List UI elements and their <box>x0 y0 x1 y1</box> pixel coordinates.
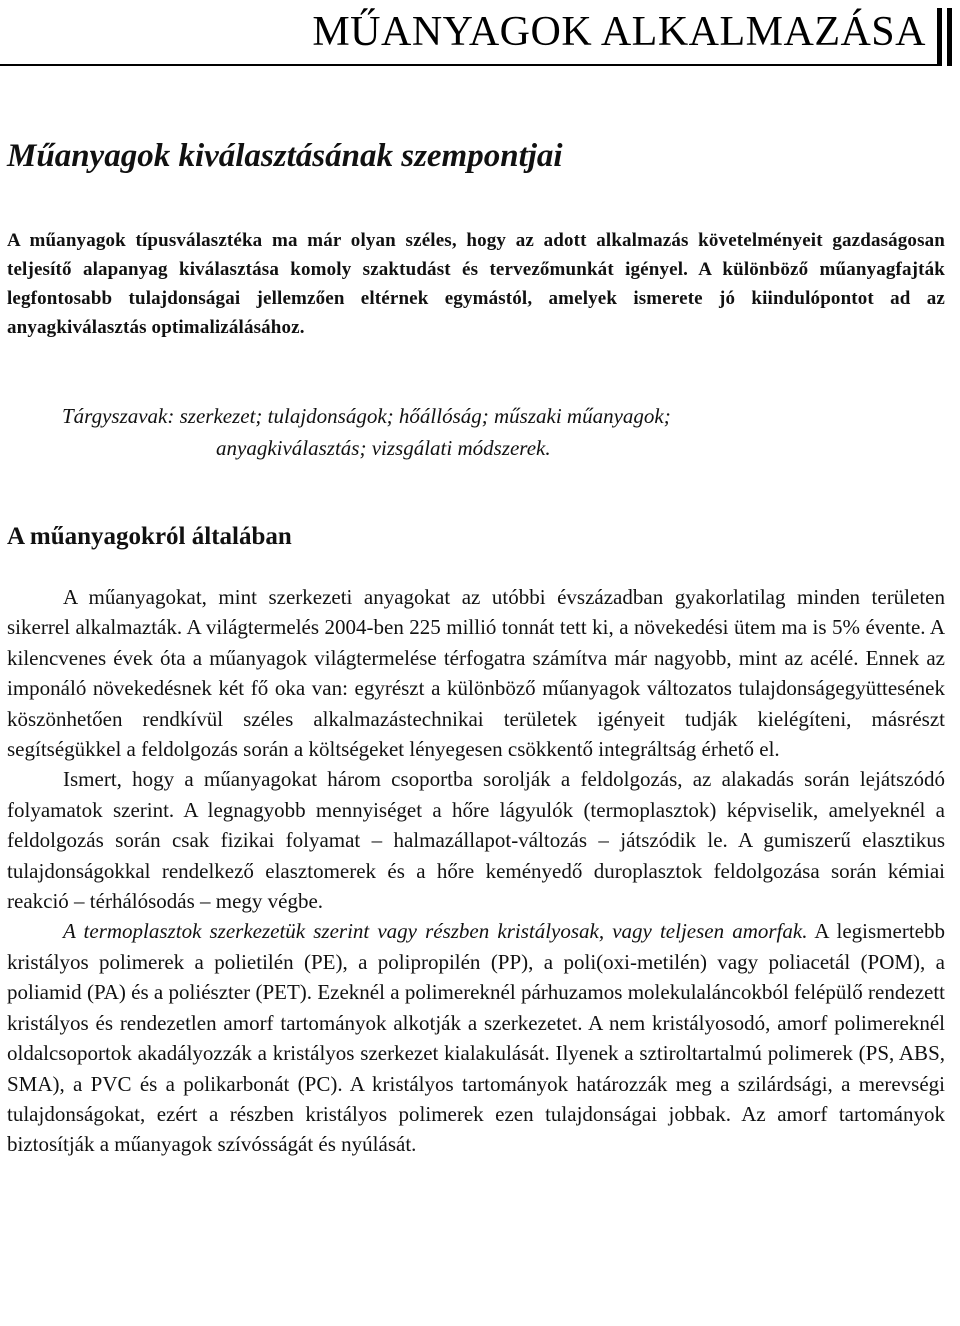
abstract: A műanyagok típusválasztéka ma már olyan széles, hogy az adott alkalmazás követelményeit gazdaságosan teljesítő alapanyag kiválasztása komoly szaktudást és tervezőmunkát igényel. A különböző műanyagfajták legfontosabb tulajdonságai jellemzően eltérnek egymástól, amelyek ismerete jó kiindulópontot ad az anyagkiválasztás optimalizálásához. <box>7 230 945 338</box>
body-text <box>7 582 945 1160</box>
section-title: A műanyagokról általában <box>7 523 292 550</box>
header-rule <box>0 64 942 66</box>
keywords-line-2: anyagkiválasztás; vizsgálati módszerek. <box>216 436 551 460</box>
paragraph-rest: A legismertebb kristályos polimerek a polietilén (PE), a polipropilén (PP), a poli(oxi-metilén) vagy poliacetál (POM), a poliamid (PA) és a poliészter (PET). Ezeknél a polimereknél párhuzamos molekulaláncokból felépülő rendezett kristályos és rendezetlen amorf tartományok alkotják a szerkezetet. A nem kristályosodó, amorf polimereknél oldalcsoportok akadályozzák a kristályos szerkezet kialakulását. Ilyenek a sztiroltartalmú polimerek (PS, ABS, SMA), a PVC és a polikarbonát (PC). A kristályos tartományok határozzák meg a szilárdsági, a merevségi tulajdonságokat, ezért a részben kristályos polimerek ezen tulajdonságai jobbak. Az amorf tartományok biztosítják a műanyagok szívósságát és nyúlását. <box>7 919 945 1157</box>
paragraph-italic-lead: A termoplasztok szerkezetük szerint vagy részben kristályosak, vagy teljesen amorfak. <box>63 919 808 944</box>
paragraph: A műanyagokat, mint szerkezeti anyagokat az utóbbi évszázadban gyakorlatilag minden területen sikerrel alkalmazták. A világtermelés 2004-ben 225 millió tonnát tett ki, a növekedési ütem ma is 5% évente. A kilencvenes évek óta a műanyagok világtermelése térfogatra számítva már nagyobb, mint az acélé. Ennek az imponáló növekedésnek két fő oka van: egyrészt a különböző műanyagok változatos tulajdonságegyüttesének köszönhetően rendkívül széles alkalmazástechnikai területek igényeit tudják kielégíteni, másrészt segítségükkel a feldolgozás során a költségeket lényegesen csökkentő integráltság érhető el. <box>7 585 945 762</box>
header-title: MŰANYAGOK ALKALMAZÁSA <box>312 9 926 55</box>
page-header <box>0 4 960 64</box>
header-decor-bar <box>947 8 952 66</box>
header-decor-bar <box>937 8 942 66</box>
paragraph <box>7 916 945 1159</box>
keywords-line-1: Tárgyszavak: szerkezet; tulajdonságok; hőállóság; műszaki műanyagok; <box>62 404 671 428</box>
paragraph: Ismert, hogy a műanyagokat három csoportba sorolják a feldolgozás, az alakadás során lejátszódó folyamatok szerint. A legnagyobb mennyiséget a hőre lágyulók (termoplasztok) képviselik, amelyeknél a feldolgozás során csak fizikai folyamat – halmazállapot-változás – játszódik le. A gumiszerű elasztikus tulajdonságokkal rendelkező elasztomerek és a hőre keményedő duroplasztok feldolgozása során kémiai reakció – térhálósodás – megy végbe. <box>7 767 945 914</box>
keywords <box>62 400 922 464</box>
article-title: Műanyagok kiválasztásának szempontjai <box>7 138 563 174</box>
